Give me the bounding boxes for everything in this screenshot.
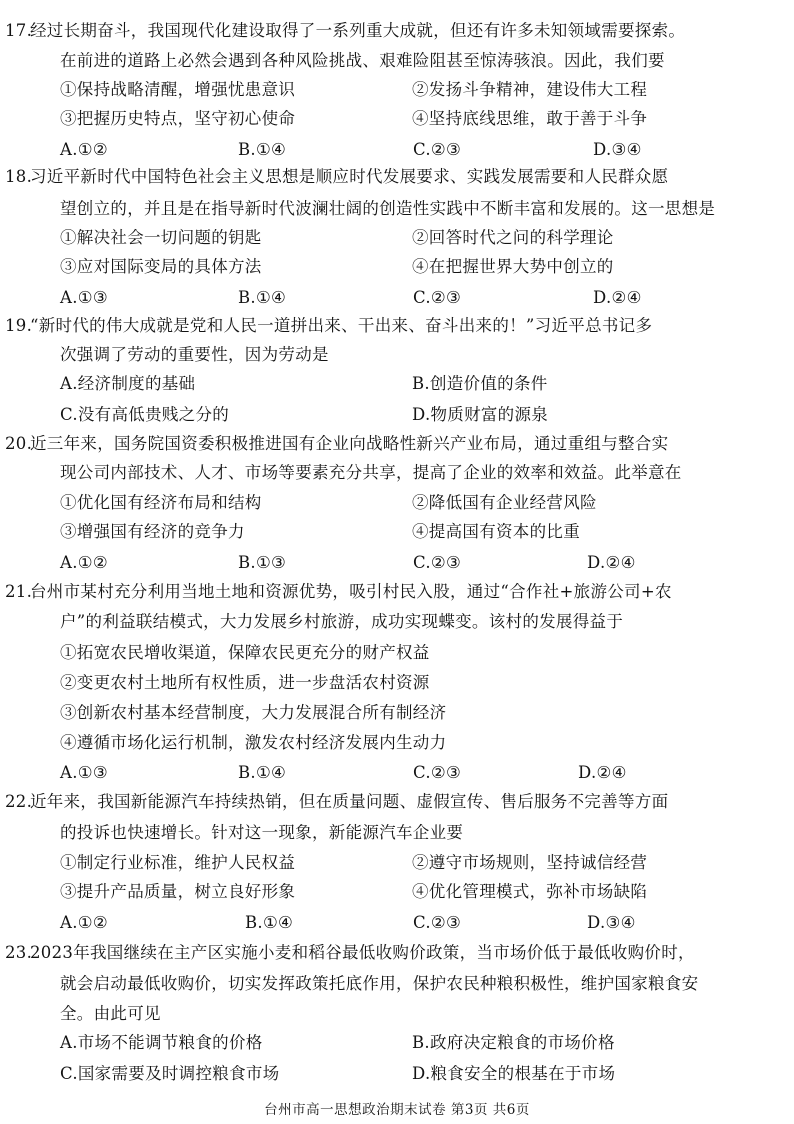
question-stem: 经过长期奋斗，我国现代化建设取得了一系列重大成就，但还有许多未知领域需要探索。 [30,21,686,40]
answer-choice-b[interactable]: B.创造价值的条件 [412,374,548,393]
statement-item: ①保持战略清醒，增强忧患意识 [60,80,296,99]
statement-item: ③提升产品质量，树立良好形象 [60,882,296,901]
answer-choice-c[interactable]: C.国家需要及时调控粮食市场 [60,1064,280,1083]
question-stem: 次强调了劳动的重要性，因为劳动是 [60,345,329,364]
page-footer: 台州市高一思想政治期末试卷 第3页 共6页 [264,1102,530,1118]
question-number: 17. [5,21,33,40]
question-stem: 户”的利益联结模式，大力发展乡村旅游，成功实现蝶变。该村的发展得益于 [60,612,624,631]
answer-choice-b[interactable]: B.①④ [238,140,287,159]
answer-choice-d[interactable]: D.②④ [587,553,636,572]
question-stem: 现公司内部技术、人才、市场等要素充分共享，提高了企业的效率和效益。此举意在 [60,463,682,482]
answer-choice-b[interactable]: B.①④ [245,913,294,932]
statement-item: ②降低国有企业经营风险 [412,493,597,512]
question-stem: 望创立的，并且是在指导新时代波澜壮阔的创造性实践中不断丰富和发展的。这一思想是 [60,199,716,218]
question-stem: 就会启动最低收购价，切实发挥政策托底作用，保护农民种粮积极性，维护国家粮食安 [60,974,699,993]
answer-choice-c[interactable]: C.②③ [413,763,462,782]
question-number: 23. [5,943,33,962]
answer-choice-c[interactable]: C.②③ [413,288,462,307]
answer-choice-d[interactable]: D.粮食安全的根基在于市场 [412,1064,616,1083]
answer-choice-b[interactable]: B.①④ [238,288,287,307]
statement-item: ③增强国有经济的竞争力 [60,522,245,541]
answer-choice-a[interactable]: A.①② [60,140,108,159]
question-stem: 近三年来，国务院国资委积极推进国有企业向战略性新兴产业布局，通过重组与整合实 [30,434,669,453]
statement-item: ①优化国有经济布局和结构 [60,493,262,512]
answer-choice-d[interactable]: D.②④ [578,763,627,782]
question-stem: “新时代的伟大成就是党和人民一道拼出来、干出来、奋斗出来的！”习近平总书记多 [30,316,653,335]
answer-choice-c[interactable]: C.②③ [413,553,462,572]
answer-choice-d[interactable]: D.②④ [593,288,642,307]
question-stem: 2023年我国继续在主产区实施小麦和稻谷最低收购价政策，当市场价低于最低收购价时， [30,943,695,962]
statement-item: ③创新农村基本经营制度，大力发展混合所有制经济 [60,703,447,722]
question-number: 22. [5,792,33,811]
question-number: 20. [5,434,33,453]
question-number: 19. [5,316,33,335]
answer-choice-a[interactable]: A.市场不能调节粮食的价格 [60,1033,263,1052]
question-stem: 习近平新时代中国特色社会主义思想是顺应时代发展要求、实践发展需要和人民群众愿 [30,167,669,186]
answer-choice-a[interactable]: A.经济制度的基础 [60,374,196,393]
statement-item: ①拓宽农民增收渠道，保障农民更充分的财产权益 [60,643,430,662]
question-stem: 在前进的道路上必然会遇到各种风险挑战、艰难险阻甚至惊涛骇浪。因此，我们要 [60,51,665,70]
answer-choice-c[interactable]: C.没有高低贵贱之分的 [60,405,230,424]
statement-item: ④遵循市场化运行机制，激发农村经济发展内生动力 [60,733,447,752]
question-number: 21. [5,582,33,601]
answer-choice-d[interactable]: D.③④ [587,913,636,932]
answer-choice-c[interactable]: C.②③ [413,913,462,932]
question-stem: 近年来，我国新能源汽车持续热销，但在质量问题、虚假宣传、售后服务不完善等方面 [30,792,669,811]
statement-item: ②遵守市场规则，坚持诚信经营 [412,853,648,872]
statement-item: ②发扬斗争精神，建设伟大工程 [412,80,648,99]
statement-item: ④提高国有资本的比重 [412,522,580,541]
statement-item: ④坚持底线思维，敢于善于斗争 [412,109,648,128]
answer-choice-d[interactable]: D.③④ [593,140,642,159]
question-stem: 的投诉也快速增长。针对这一现象，新能源汽车企业要 [60,823,464,842]
answer-choice-a[interactable]: A.①② [60,913,108,932]
answer-choice-c[interactable]: C.②③ [413,140,462,159]
answer-choice-a[interactable]: A.①② [60,553,108,572]
answer-choice-a[interactable]: A.①③ [60,763,108,782]
statement-item: ②变更农村土地所有权性质，进一步盘活农村资源 [60,673,430,692]
answer-choice-b[interactable]: B.①④ [238,763,287,782]
question-stem: 全。由此可见 [60,1004,161,1023]
statement-item: ④在把握世界大势中创立的 [412,257,614,276]
statement-item: ①制定行业标准，维护人民权益 [60,853,296,872]
statement-item: ③应对国际变局的具体方法 [60,257,262,276]
answer-choice-b[interactable]: B.政府决定粮食的市场价格 [412,1033,615,1052]
answer-choice-b[interactable]: B.①③ [238,553,287,572]
question-number: 18. [5,167,33,186]
answer-choice-d[interactable]: D.物质财富的源泉 [412,405,549,424]
question-stem: 台州市某村充分利用当地土地和资源优势，吸引村民入股，通过“合作社+旅游公司+农 [30,582,672,601]
statement-item: ②回答时代之问的科学理论 [412,228,614,247]
statement-item: ④优化管理模式，弥补市场缺陷 [412,882,648,901]
answer-choice-a[interactable]: A.①③ [60,288,108,307]
statement-item: ①解决社会一切问题的钥匙 [60,228,262,247]
statement-item: ③把握历史特点，坚守初心使命 [60,109,296,128]
